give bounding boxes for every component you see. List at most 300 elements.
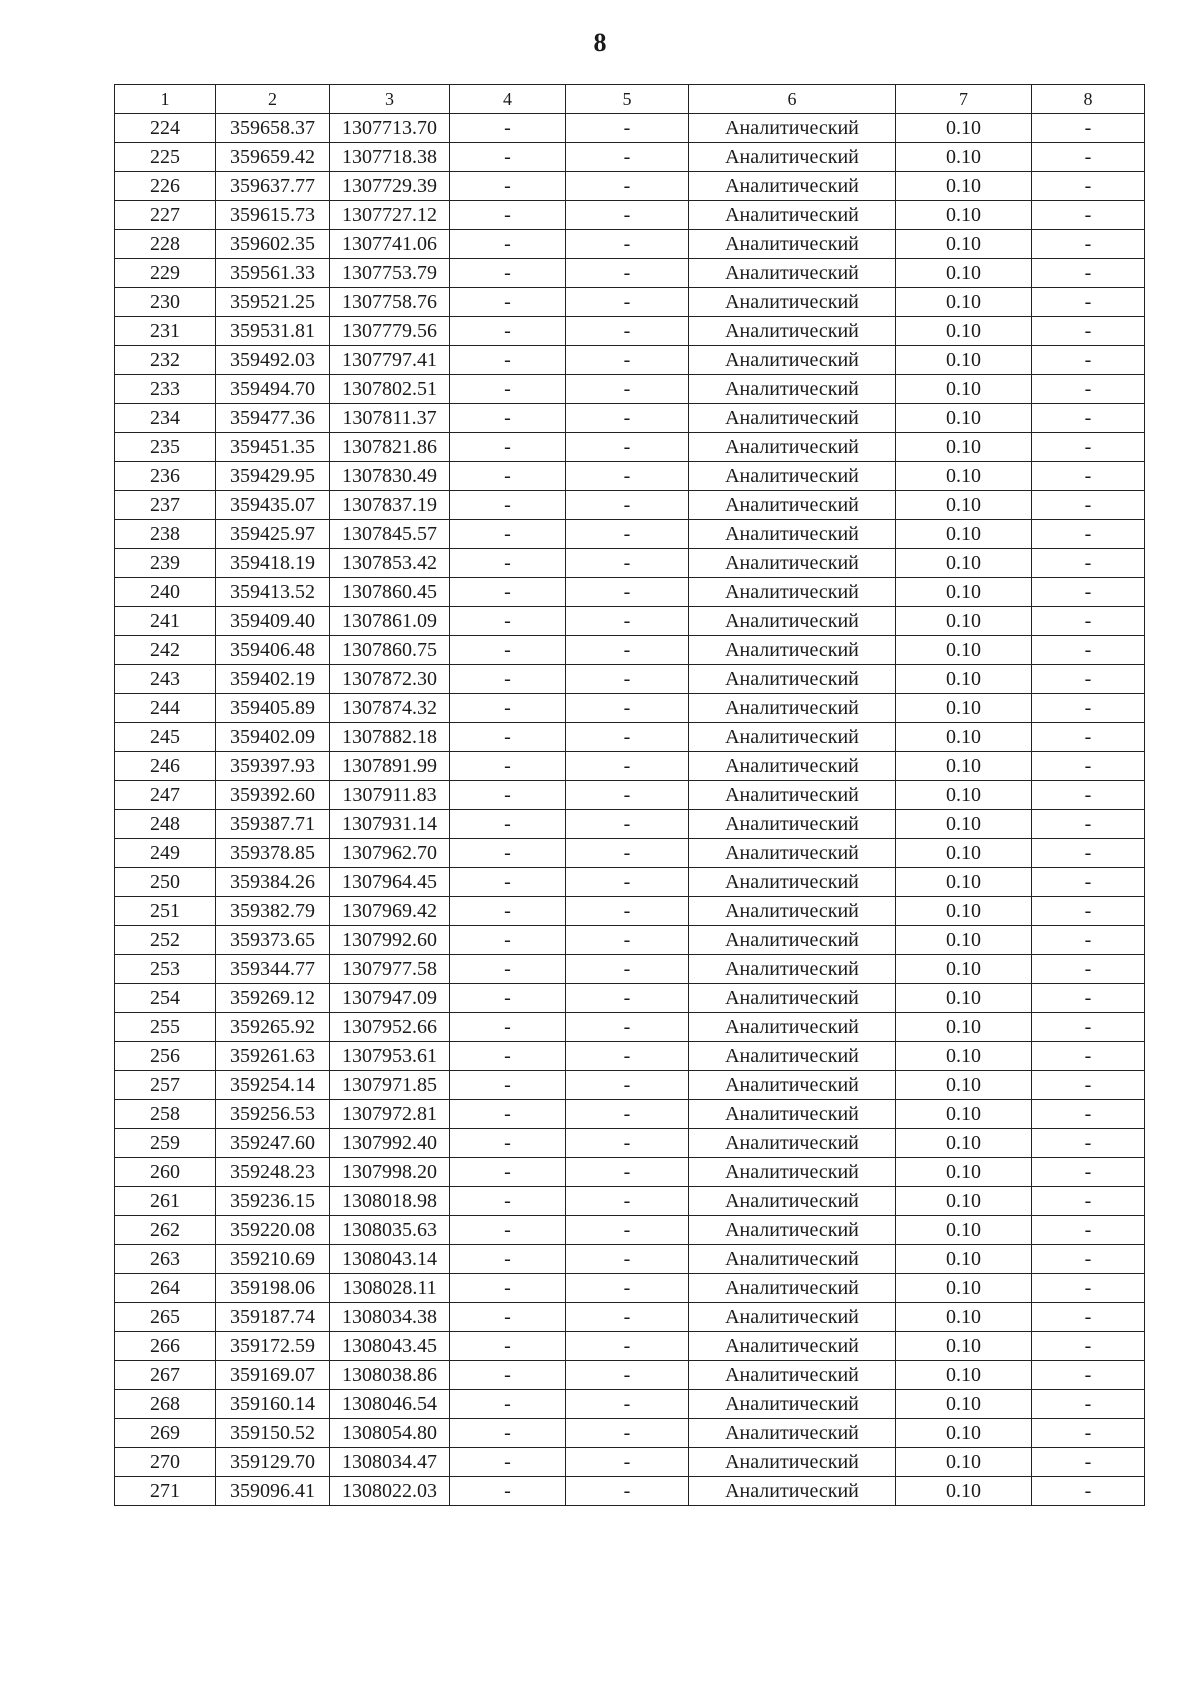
cell-x-coordinate: 359561.33 xyxy=(216,259,330,288)
cell-method: Аналитический xyxy=(689,810,896,839)
cell-accuracy: 0.10 xyxy=(896,1187,1032,1216)
cell-x-coordinate: 359531.81 xyxy=(216,317,330,346)
cell-y-coordinate: 1307977.58 xyxy=(330,955,450,984)
cell-col-5: - xyxy=(566,723,689,752)
cell-col-8: - xyxy=(1032,955,1145,984)
cell-col-8: - xyxy=(1032,1419,1145,1448)
cell-point-number: 227 xyxy=(115,201,216,230)
cell-point-number: 264 xyxy=(115,1274,216,1303)
cell-col-8: - xyxy=(1032,1303,1145,1332)
cell-col-5: - xyxy=(566,1419,689,1448)
cell-col-4: - xyxy=(450,781,566,810)
cell-y-coordinate: 1307729.39 xyxy=(330,172,450,201)
cell-col-4: - xyxy=(450,1419,566,1448)
table-row xyxy=(115,114,1145,143)
cell-point-number: 247 xyxy=(115,781,216,810)
table-row xyxy=(115,1448,1145,1477)
cell-method: Аналитический xyxy=(689,665,896,694)
table-row xyxy=(115,839,1145,868)
cell-method: Аналитический xyxy=(689,897,896,926)
cell-col-5: - xyxy=(566,1013,689,1042)
table-row xyxy=(115,984,1145,1013)
cell-point-number: 252 xyxy=(115,926,216,955)
table-row xyxy=(115,665,1145,694)
cell-y-coordinate: 1307741.06 xyxy=(330,230,450,259)
cell-col-8: - xyxy=(1032,230,1145,259)
table-row xyxy=(115,1158,1145,1187)
cell-col-8: - xyxy=(1032,897,1145,926)
table-row xyxy=(115,1013,1145,1042)
table-row xyxy=(115,607,1145,636)
cell-x-coordinate: 359256.53 xyxy=(216,1100,330,1129)
cell-point-number: 238 xyxy=(115,520,216,549)
cell-x-coordinate: 359658.37 xyxy=(216,114,330,143)
cell-point-number: 248 xyxy=(115,810,216,839)
table-row xyxy=(115,752,1145,781)
cell-col-8: - xyxy=(1032,1187,1145,1216)
cell-method: Аналитический xyxy=(689,1158,896,1187)
cell-x-coordinate: 359392.60 xyxy=(216,781,330,810)
cell-point-number: 253 xyxy=(115,955,216,984)
cell-accuracy: 0.10 xyxy=(896,491,1032,520)
cell-x-coordinate: 359492.03 xyxy=(216,346,330,375)
cell-y-coordinate: 1307971.85 xyxy=(330,1071,450,1100)
cell-x-coordinate: 359429.95 xyxy=(216,462,330,491)
cell-col-5: - xyxy=(566,462,689,491)
cell-x-coordinate: 359378.85 xyxy=(216,839,330,868)
cell-col-8: - xyxy=(1032,578,1145,607)
cell-col-5: - xyxy=(566,114,689,143)
cell-method: Аналитический xyxy=(689,1332,896,1361)
cell-x-coordinate: 359248.23 xyxy=(216,1158,330,1187)
cell-col-5: - xyxy=(566,317,689,346)
cell-method: Аналитический xyxy=(689,694,896,723)
cell-col-8: - xyxy=(1032,259,1145,288)
cell-accuracy: 0.10 xyxy=(896,1477,1032,1506)
cell-method: Аналитический xyxy=(689,1013,896,1042)
cell-accuracy: 0.10 xyxy=(896,839,1032,868)
column-header: 8 xyxy=(1032,85,1145,114)
cell-x-coordinate: 359210.69 xyxy=(216,1245,330,1274)
cell-accuracy: 0.10 xyxy=(896,1071,1032,1100)
cell-col-4: - xyxy=(450,1042,566,1071)
cell-col-8: - xyxy=(1032,607,1145,636)
cell-accuracy: 0.10 xyxy=(896,172,1032,201)
cell-y-coordinate: 1308038.86 xyxy=(330,1361,450,1390)
cell-y-coordinate: 1307727.12 xyxy=(330,201,450,230)
cell-col-4: - xyxy=(450,259,566,288)
cell-col-4: - xyxy=(450,404,566,433)
cell-col-5: - xyxy=(566,1303,689,1332)
cell-x-coordinate: 359477.36 xyxy=(216,404,330,433)
cell-x-coordinate: 359096.41 xyxy=(216,1477,330,1506)
cell-y-coordinate: 1307861.09 xyxy=(330,607,450,636)
cell-col-8: - xyxy=(1032,810,1145,839)
cell-point-number: 260 xyxy=(115,1158,216,1187)
cell-accuracy: 0.10 xyxy=(896,404,1032,433)
cell-col-4: - xyxy=(450,723,566,752)
cell-point-number: 233 xyxy=(115,375,216,404)
cell-col-8: - xyxy=(1032,1158,1145,1187)
cell-col-5: - xyxy=(566,549,689,578)
table-row xyxy=(115,897,1145,926)
cell-col-4: - xyxy=(450,1187,566,1216)
cell-col-5: - xyxy=(566,375,689,404)
table-header xyxy=(115,85,1145,114)
cell-col-4: - xyxy=(450,230,566,259)
cell-x-coordinate: 359406.48 xyxy=(216,636,330,665)
cell-y-coordinate: 1307860.45 xyxy=(330,578,450,607)
cell-col-5: - xyxy=(566,636,689,665)
cell-col-5: - xyxy=(566,201,689,230)
cell-method: Аналитический xyxy=(689,491,896,520)
cell-x-coordinate: 359451.35 xyxy=(216,433,330,462)
cell-col-5: - xyxy=(566,288,689,317)
cell-col-8: - xyxy=(1032,549,1145,578)
cell-col-4: - xyxy=(450,926,566,955)
cell-accuracy: 0.10 xyxy=(896,607,1032,636)
column-header: 1 xyxy=(115,85,216,114)
cell-method: Аналитический xyxy=(689,549,896,578)
cell-method: Аналитический xyxy=(689,1245,896,1274)
cell-y-coordinate: 1307931.14 xyxy=(330,810,450,839)
cell-y-coordinate: 1307845.57 xyxy=(330,520,450,549)
cell-accuracy: 0.10 xyxy=(896,578,1032,607)
cell-point-number: 249 xyxy=(115,839,216,868)
cell-x-coordinate: 359409.40 xyxy=(216,607,330,636)
cell-y-coordinate: 1307972.81 xyxy=(330,1100,450,1129)
cell-col-5: - xyxy=(566,868,689,897)
column-header: 4 xyxy=(450,85,566,114)
cell-x-coordinate: 359425.97 xyxy=(216,520,330,549)
cell-y-coordinate: 1307952.66 xyxy=(330,1013,450,1042)
cell-x-coordinate: 359382.79 xyxy=(216,897,330,926)
cell-accuracy: 0.10 xyxy=(896,346,1032,375)
cell-method: Аналитический xyxy=(689,1361,896,1390)
cell-x-coordinate: 359615.73 xyxy=(216,201,330,230)
table-row xyxy=(115,868,1145,897)
cell-accuracy: 0.10 xyxy=(896,781,1032,810)
cell-col-8: - xyxy=(1032,984,1145,1013)
cell-col-5: - xyxy=(566,984,689,1013)
cell-col-4: - xyxy=(450,288,566,317)
cell-col-8: - xyxy=(1032,636,1145,665)
cell-col-8: - xyxy=(1032,114,1145,143)
cell-col-4: - xyxy=(450,1245,566,1274)
cell-method: Аналитический xyxy=(689,143,896,172)
cell-point-number: 240 xyxy=(115,578,216,607)
cell-y-coordinate: 1307947.09 xyxy=(330,984,450,1013)
cell-col-4: - xyxy=(450,1274,566,1303)
cell-y-coordinate: 1308043.14 xyxy=(330,1245,450,1274)
cell-y-coordinate: 1308046.54 xyxy=(330,1390,450,1419)
cell-x-coordinate: 359402.09 xyxy=(216,723,330,752)
table-row xyxy=(115,433,1145,462)
cell-col-8: - xyxy=(1032,868,1145,897)
table-row xyxy=(115,520,1145,549)
cell-col-8: - xyxy=(1032,462,1145,491)
cell-col-4: - xyxy=(450,665,566,694)
cell-accuracy: 0.10 xyxy=(896,1129,1032,1158)
cell-col-8: - xyxy=(1032,1245,1145,1274)
cell-y-coordinate: 1308028.11 xyxy=(330,1274,450,1303)
cell-col-4: - xyxy=(450,1071,566,1100)
cell-col-5: - xyxy=(566,1129,689,1158)
cell-method: Аналитический xyxy=(689,172,896,201)
cell-method: Аналитический xyxy=(689,230,896,259)
cell-x-coordinate: 359602.35 xyxy=(216,230,330,259)
table-row xyxy=(115,288,1145,317)
cell-col-8: - xyxy=(1032,1477,1145,1506)
cell-point-number: 251 xyxy=(115,897,216,926)
table-row xyxy=(115,1332,1145,1361)
cell-point-number: 242 xyxy=(115,636,216,665)
cell-x-coordinate: 359418.19 xyxy=(216,549,330,578)
column-header: 5 xyxy=(566,85,689,114)
cell-col-5: - xyxy=(566,926,689,955)
cell-col-4: - xyxy=(450,172,566,201)
cell-col-4: - xyxy=(450,114,566,143)
cell-col-5: - xyxy=(566,578,689,607)
cell-col-4: - xyxy=(450,491,566,520)
cell-point-number: 255 xyxy=(115,1013,216,1042)
cell-y-coordinate: 1308054.80 xyxy=(330,1419,450,1448)
cell-col-5: - xyxy=(566,1216,689,1245)
cell-point-number: 268 xyxy=(115,1390,216,1419)
cell-accuracy: 0.10 xyxy=(896,1274,1032,1303)
cell-point-number: 229 xyxy=(115,259,216,288)
cell-col-4: - xyxy=(450,955,566,984)
cell-col-8: - xyxy=(1032,752,1145,781)
cell-method: Аналитический xyxy=(689,781,896,810)
cell-col-5: - xyxy=(566,694,689,723)
cell-y-coordinate: 1307860.75 xyxy=(330,636,450,665)
cell-accuracy: 0.10 xyxy=(896,549,1032,578)
cell-col-5: - xyxy=(566,259,689,288)
column-header: 6 xyxy=(689,85,896,114)
cell-col-4: - xyxy=(450,1361,566,1390)
table-row xyxy=(115,143,1145,172)
cell-col-5: - xyxy=(566,1245,689,1274)
cell-method: Аналитический xyxy=(689,404,896,433)
cell-col-4: - xyxy=(450,1303,566,1332)
cell-point-number: 234 xyxy=(115,404,216,433)
table-row xyxy=(115,549,1145,578)
table-row xyxy=(115,1361,1145,1390)
cell-accuracy: 0.10 xyxy=(896,143,1032,172)
cell-col-5: - xyxy=(566,1158,689,1187)
cell-x-coordinate: 359169.07 xyxy=(216,1361,330,1390)
table-row xyxy=(115,346,1145,375)
table-row xyxy=(115,1042,1145,1071)
cell-point-number: 230 xyxy=(115,288,216,317)
cell-col-5: - xyxy=(566,1274,689,1303)
cell-method: Аналитический xyxy=(689,1448,896,1477)
cell-col-8: - xyxy=(1032,1361,1145,1390)
table-row xyxy=(115,578,1145,607)
cell-col-4: - xyxy=(450,375,566,404)
table-row xyxy=(115,462,1145,491)
cell-method: Аналитический xyxy=(689,839,896,868)
table-row xyxy=(115,201,1145,230)
cell-col-4: - xyxy=(450,897,566,926)
cell-accuracy: 0.10 xyxy=(896,433,1032,462)
table-row xyxy=(115,781,1145,810)
cell-point-number: 254 xyxy=(115,984,216,1013)
cell-accuracy: 0.10 xyxy=(896,1100,1032,1129)
cell-col-8: - xyxy=(1032,201,1145,230)
cell-y-coordinate: 1307969.42 xyxy=(330,897,450,926)
cell-x-coordinate: 359160.14 xyxy=(216,1390,330,1419)
cell-col-4: - xyxy=(450,143,566,172)
cell-y-coordinate: 1307718.38 xyxy=(330,143,450,172)
cell-point-number: 269 xyxy=(115,1419,216,1448)
cell-accuracy: 0.10 xyxy=(896,810,1032,839)
table-row xyxy=(115,375,1145,404)
table-row xyxy=(115,1303,1145,1332)
cell-method: Аналитический xyxy=(689,201,896,230)
cell-col-4: - xyxy=(450,1013,566,1042)
cell-col-8: - xyxy=(1032,1216,1145,1245)
cell-col-5: - xyxy=(566,1042,689,1071)
cell-col-8: - xyxy=(1032,491,1145,520)
cell-method: Аналитический xyxy=(689,1100,896,1129)
cell-point-number: 263 xyxy=(115,1245,216,1274)
cell-method: Аналитический xyxy=(689,375,896,404)
cell-accuracy: 0.10 xyxy=(896,1216,1032,1245)
cell-y-coordinate: 1307797.41 xyxy=(330,346,450,375)
cell-y-coordinate: 1308035.63 xyxy=(330,1216,450,1245)
cell-accuracy: 0.10 xyxy=(896,636,1032,665)
cell-y-coordinate: 1307811.37 xyxy=(330,404,450,433)
cell-y-coordinate: 1307992.60 xyxy=(330,926,450,955)
cell-method: Аналитический xyxy=(689,1303,896,1332)
cell-point-number: 224 xyxy=(115,114,216,143)
table-row xyxy=(115,404,1145,433)
cell-col-8: - xyxy=(1032,375,1145,404)
cell-y-coordinate: 1308043.45 xyxy=(330,1332,450,1361)
cell-col-4: - xyxy=(450,694,566,723)
table-row xyxy=(115,1245,1145,1274)
cell-col-4: - xyxy=(450,1100,566,1129)
cell-y-coordinate: 1307953.61 xyxy=(330,1042,450,1071)
cell-point-number: 258 xyxy=(115,1100,216,1129)
table-row xyxy=(115,172,1145,201)
table-row xyxy=(115,1129,1145,1158)
cell-x-coordinate: 359405.89 xyxy=(216,694,330,723)
column-header: 7 xyxy=(896,85,1032,114)
cell-col-8: - xyxy=(1032,1071,1145,1100)
cell-col-8: - xyxy=(1032,346,1145,375)
cell-col-8: - xyxy=(1032,1448,1145,1477)
cell-col-8: - xyxy=(1032,694,1145,723)
cell-y-coordinate: 1307758.76 xyxy=(330,288,450,317)
cell-y-coordinate: 1307891.99 xyxy=(330,752,450,781)
cell-col-8: - xyxy=(1032,1390,1145,1419)
cell-accuracy: 0.10 xyxy=(896,1013,1032,1042)
cell-method: Аналитический xyxy=(689,607,896,636)
cell-method: Аналитический xyxy=(689,433,896,462)
cell-accuracy: 0.10 xyxy=(896,1303,1032,1332)
cell-col-8: - xyxy=(1032,433,1145,462)
table-row xyxy=(115,1477,1145,1506)
cell-col-8: - xyxy=(1032,723,1145,752)
cell-col-5: - xyxy=(566,404,689,433)
cell-col-4: - xyxy=(450,1477,566,1506)
cell-y-coordinate: 1308022.03 xyxy=(330,1477,450,1506)
cell-accuracy: 0.10 xyxy=(896,1332,1032,1361)
cell-point-number: 257 xyxy=(115,1071,216,1100)
cell-accuracy: 0.10 xyxy=(896,723,1032,752)
cell-accuracy: 0.10 xyxy=(896,1390,1032,1419)
table-row xyxy=(115,259,1145,288)
cell-col-5: - xyxy=(566,607,689,636)
cell-col-4: - xyxy=(450,636,566,665)
cell-x-coordinate: 359387.71 xyxy=(216,810,330,839)
table-row xyxy=(115,723,1145,752)
cell-point-number: 241 xyxy=(115,607,216,636)
cell-method: Аналитический xyxy=(689,1216,896,1245)
cell-col-4: - xyxy=(450,462,566,491)
table-row xyxy=(115,1274,1145,1303)
cell-accuracy: 0.10 xyxy=(896,230,1032,259)
cell-accuracy: 0.10 xyxy=(896,926,1032,955)
cell-x-coordinate: 359261.63 xyxy=(216,1042,330,1071)
cell-accuracy: 0.10 xyxy=(896,984,1032,1013)
cell-method: Аналитический xyxy=(689,1477,896,1506)
cell-y-coordinate: 1307964.45 xyxy=(330,868,450,897)
cell-point-number: 270 xyxy=(115,1448,216,1477)
table-row xyxy=(115,317,1145,346)
cell-col-4: - xyxy=(450,752,566,781)
cell-x-coordinate: 359129.70 xyxy=(216,1448,330,1477)
cell-method: Аналитический xyxy=(689,984,896,1013)
cell-accuracy: 0.10 xyxy=(896,375,1032,404)
cell-method: Аналитический xyxy=(689,288,896,317)
cell-col-5: - xyxy=(566,230,689,259)
table-row xyxy=(115,926,1145,955)
cell-x-coordinate: 359247.60 xyxy=(216,1129,330,1158)
cell-col-5: - xyxy=(566,752,689,781)
cell-x-coordinate: 359150.52 xyxy=(216,1419,330,1448)
cell-col-4: - xyxy=(450,1129,566,1158)
cell-x-coordinate: 359269.12 xyxy=(216,984,330,1013)
cell-accuracy: 0.10 xyxy=(896,1448,1032,1477)
table-row xyxy=(115,1390,1145,1419)
table-row xyxy=(115,694,1145,723)
cell-method: Аналитический xyxy=(689,520,896,549)
cell-col-4: - xyxy=(450,607,566,636)
cell-y-coordinate: 1307998.20 xyxy=(330,1158,450,1187)
cell-col-8: - xyxy=(1032,926,1145,955)
cell-col-5: - xyxy=(566,1448,689,1477)
cell-y-coordinate: 1307802.51 xyxy=(330,375,450,404)
cell-method: Аналитический xyxy=(689,1071,896,1100)
cell-x-coordinate: 359220.08 xyxy=(216,1216,330,1245)
cell-x-coordinate: 359659.42 xyxy=(216,143,330,172)
cell-col-5: - xyxy=(566,839,689,868)
cell-method: Аналитический xyxy=(689,1187,896,1216)
cell-accuracy: 0.10 xyxy=(896,1042,1032,1071)
cell-method: Аналитический xyxy=(689,723,896,752)
cell-col-5: - xyxy=(566,781,689,810)
cell-point-number: 250 xyxy=(115,868,216,897)
cell-col-4: - xyxy=(450,520,566,549)
cell-col-4: - xyxy=(450,839,566,868)
cell-x-coordinate: 359344.77 xyxy=(216,955,330,984)
cell-accuracy: 0.10 xyxy=(896,114,1032,143)
cell-method: Аналитический xyxy=(689,317,896,346)
